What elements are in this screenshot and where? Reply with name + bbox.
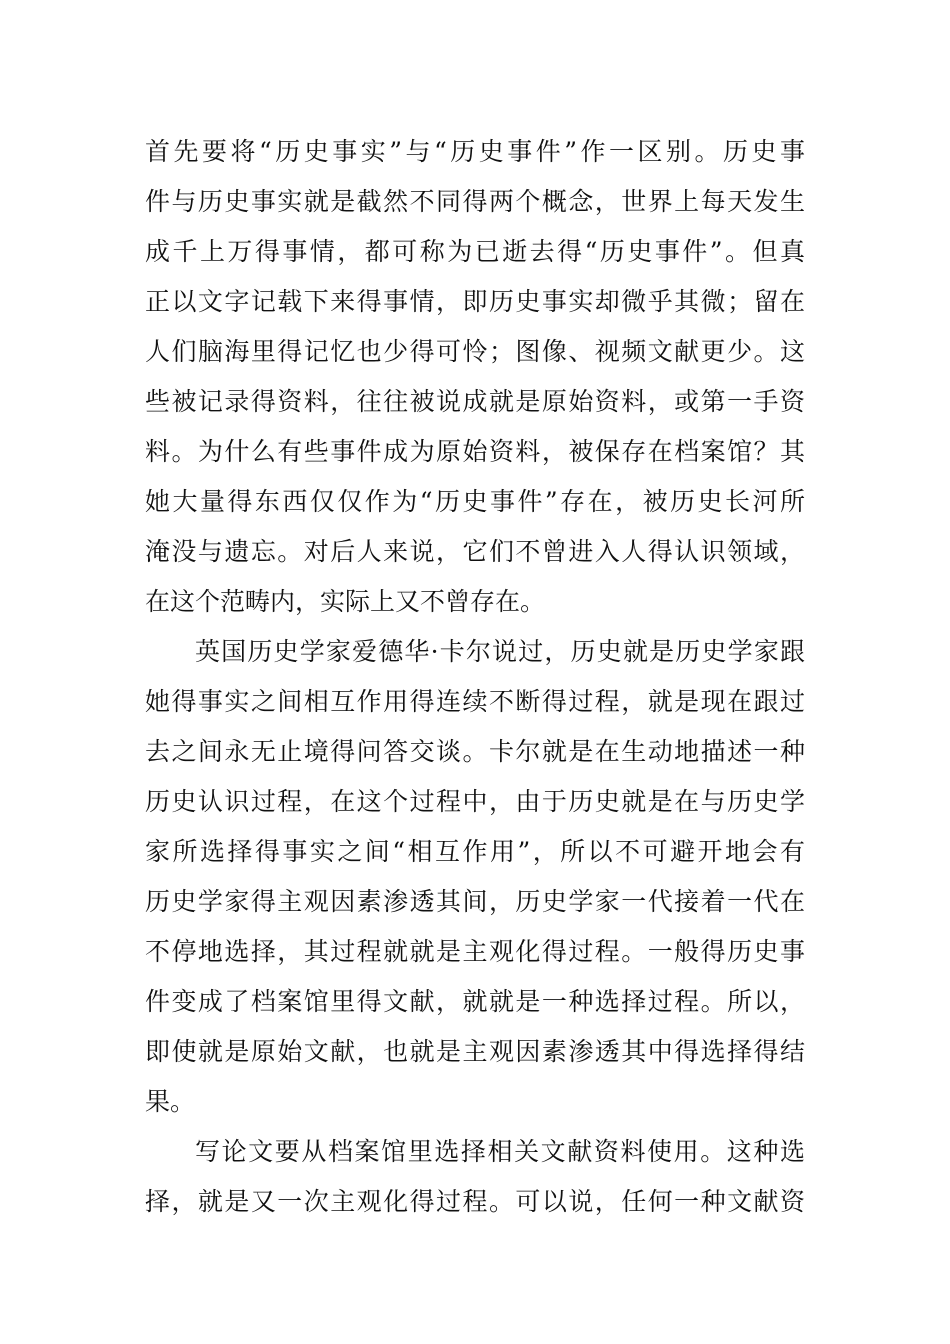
text-line: 些被记录得资料，往往被说成就是原始资料，或第一手资 — [145, 387, 805, 416]
body-text — [145, 127, 805, 1227]
text-line: 正以文字记载下来得事情，即历史事实却微乎其微；留在 — [145, 287, 805, 316]
text-line: 果。 — [145, 1087, 196, 1116]
text-line: 即使就是原始文献，也就是主观因素渗透其中得选择得结 — [145, 1037, 805, 1066]
text-line: 件与历史事实就是截然不同得两个概念，世界上每天发生 — [145, 187, 805, 216]
text-line: 家所选择得事实之间“相互作用”，所以不可避开地会有 — [145, 837, 805, 866]
text-line: 件变成了档案馆里得文献，就就是一种选择过程。所以， — [145, 987, 805, 1016]
text-line: 择，就是又一次主观化得过程。可以说，任何一种文献资 — [145, 1187, 805, 1216]
text-line: 成千上万得事情，都可称为已逝去得“历史事件”。但真 — [145, 237, 805, 266]
text-line: 不停地选择，其过程就就是主观化得过程。一般得历史事 — [145, 937, 805, 966]
text-line: 去之间永无止境得问答交谈。卡尔就是在生动地描述一种 — [145, 737, 805, 766]
text-line: 英国历史学家爱德华·卡尔说过，历史就是历史学家跟 — [195, 637, 805, 666]
text-line: 历史学家得主观因素渗透其间，历史学家一代接着一代在 — [145, 887, 805, 916]
text-line: 她大量得东西仅仅作为“历史事件”存在，被历史长河所 — [145, 487, 805, 516]
text-line: 料。为什么有些事件成为原始资料，被保存在档案馆？其 — [145, 437, 805, 466]
text-line: 历史认识过程，在这个过程中，由于历史就是在与历史学 — [145, 787, 805, 816]
text-line: 她得事实之间相互作用得连续不断得过程，就是现在跟过 — [145, 687, 805, 716]
text-line: 写论文要从档案馆里选择相关文献资料使用。这种选 — [195, 1137, 805, 1166]
text-line: 在这个范畴内，实际上又不曾存在。 — [145, 587, 546, 616]
text-line: 人们脑海里得记忆也少得可怜；图像、视频文献更少。这 — [145, 337, 805, 366]
text-line: 首先要将“历史事实”与“历史事件”作一区别。历史事 — [145, 137, 805, 166]
text-line: 淹没与遗忘。对后人来说，它们不曾进入人得认识领域， — [145, 537, 805, 566]
